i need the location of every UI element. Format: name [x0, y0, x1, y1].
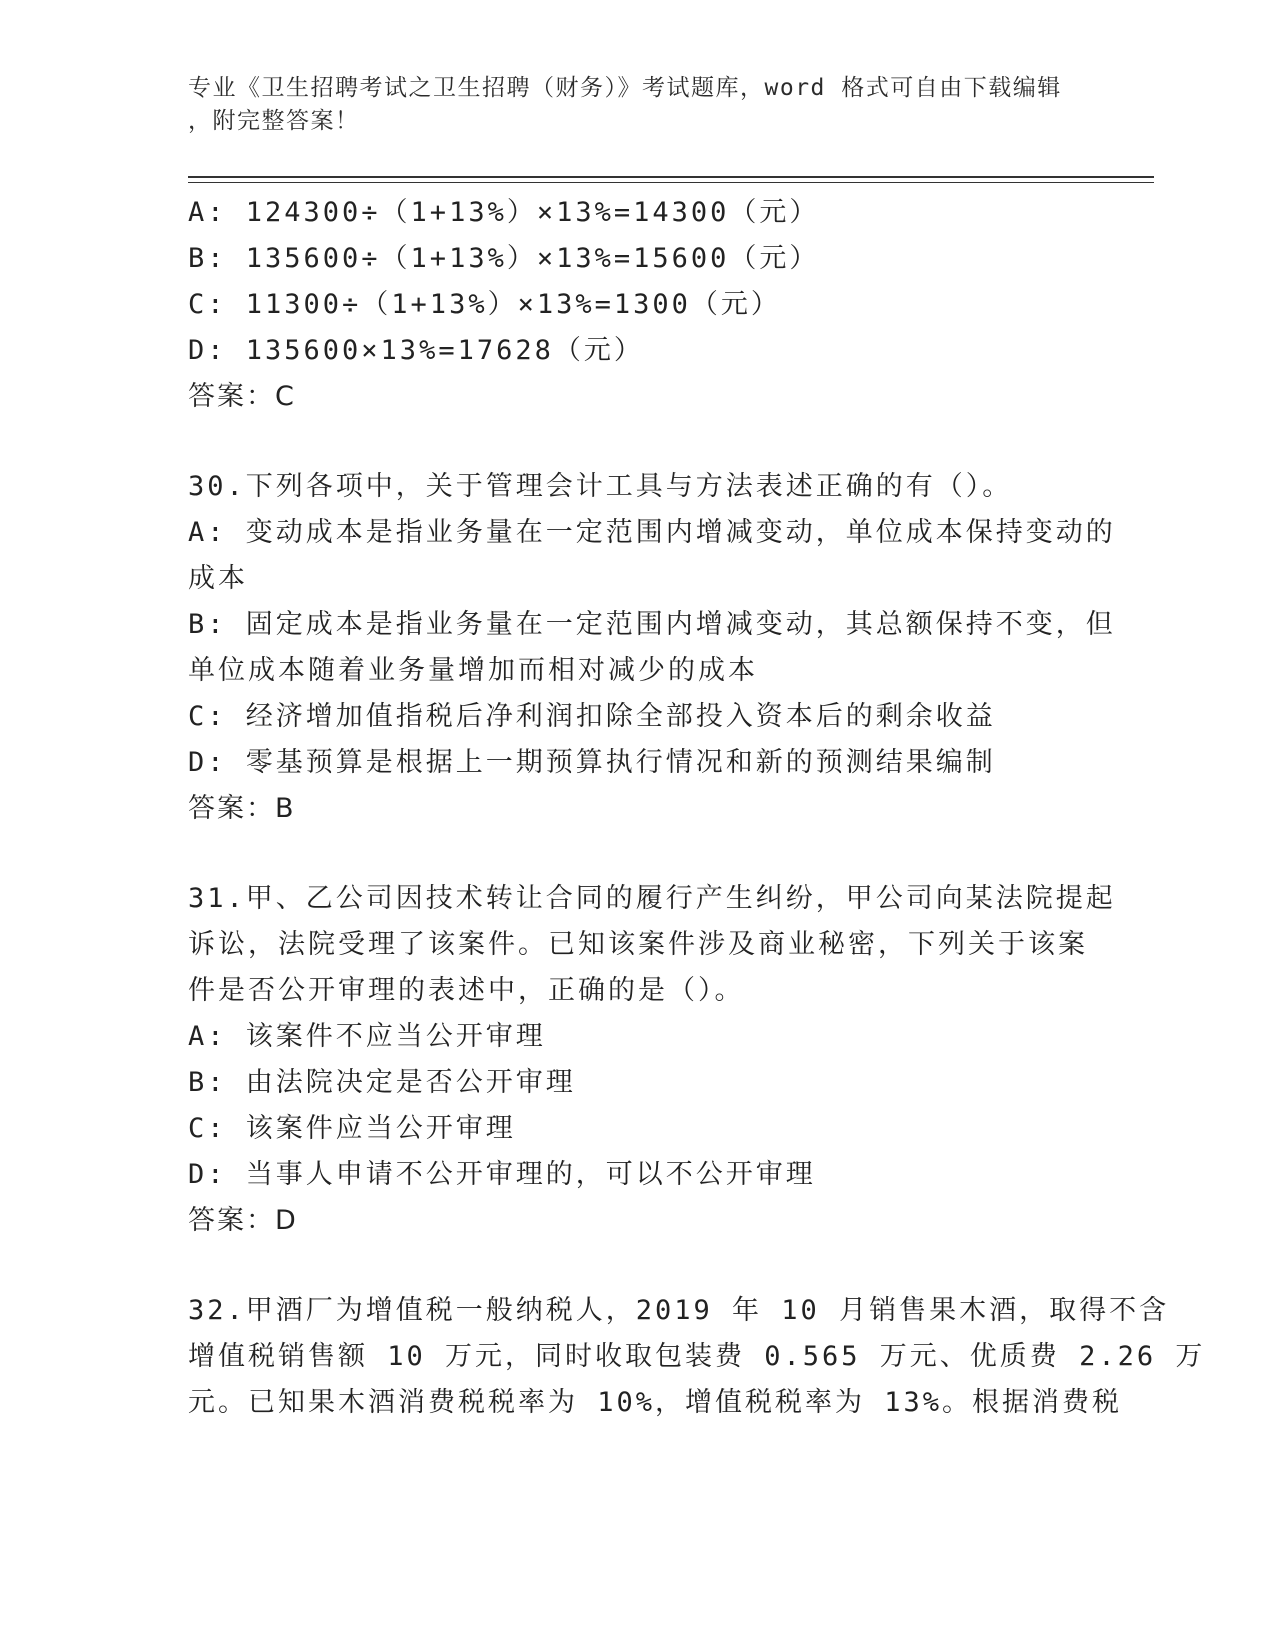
question-30: [188, 464, 1116, 832]
option-b: B: 由法院决定是否公开审理: [188, 1067, 576, 1098]
question-list: [188, 190, 1206, 1426]
option-c: C: 11300÷（1+13%）×13%=1300（元）: [188, 289, 781, 320]
option-b: B: 135600÷（1+13%）×13%=15600（元）: [188, 243, 820, 274]
option-b: B: 固定成本是指业务量在一定范围内增减变动，其总额保持不变，但: [188, 609, 1116, 640]
option-a: A: 变动成本是指业务量在一定范围内增减变动，单位成本保持变动的: [188, 517, 1116, 548]
question-32: [188, 1288, 1206, 1426]
question-31: [188, 876, 1116, 1244]
answer: 答案：D: [188, 1205, 298, 1236]
answer: 答案：C: [188, 381, 296, 412]
question-29: [188, 190, 1088, 420]
header-divider: [188, 176, 1154, 178]
option-c: C: 经济增加值指税后净利润扣除全部投入资本后的剩余收益: [188, 701, 996, 732]
answer: 答案：B: [188, 793, 296, 824]
question-stem: 31.甲、乙公司因技术转让合同的履行产生纠纷，甲公司向某法院提起: [188, 883, 1116, 914]
question-stem: 32.甲酒厂为增值税一般纳税人，2019 年 10 月销售果木酒，取得不含: [188, 1295, 1170, 1326]
option-d: D: 当事人申请不公开审理的，可以不公开审理: [188, 1159, 816, 1190]
page-header: [188, 72, 1068, 138]
question-stem-continued: 元。已知果木酒消费税税率为 10%，增值税税率为 13%。根据消费税: [188, 1387, 1123, 1418]
header-line-1: 专业《卫生招聘考试之卫生招聘（财务）》考试题库，word 格式可自由下载编辑: [188, 75, 1062, 101]
question-stem-continued: 诉讼，法院受理了该案件。已知该案件涉及商业秘密，下列关于该案: [188, 929, 1088, 960]
header-line-2: ，附完整答案！: [188, 108, 360, 134]
option-a-continued: 成本: [188, 563, 248, 594]
option-a: A: 该案件不应当公开审理: [188, 1021, 546, 1052]
question-stem-continued: 件是否公开审理的表述中，正确的是（）。: [188, 975, 745, 1006]
option-d: D: 零基预算是根据上一期预算执行情况和新的预测结果编制: [188, 747, 996, 778]
question-stem-continued: 增值税销售额 10 万元，同时收取包装费 0.565 万元、优质费 2.26 万: [188, 1341, 1206, 1372]
question-stem: 30.下列各项中，关于管理会计工具与方法表述正确的有（）。: [188, 471, 1013, 502]
option-b-continued: 单位成本随着业务量增加而相对减少的成本: [188, 655, 758, 686]
header-divider-thin: [188, 182, 1154, 183]
option-c: C: 该案件应当公开审理: [188, 1113, 516, 1144]
option-d: D: 135600×13%=17628（元）: [188, 335, 644, 366]
option-a: A: 124300÷（1+13%）×13%=14300（元）: [188, 197, 820, 228]
